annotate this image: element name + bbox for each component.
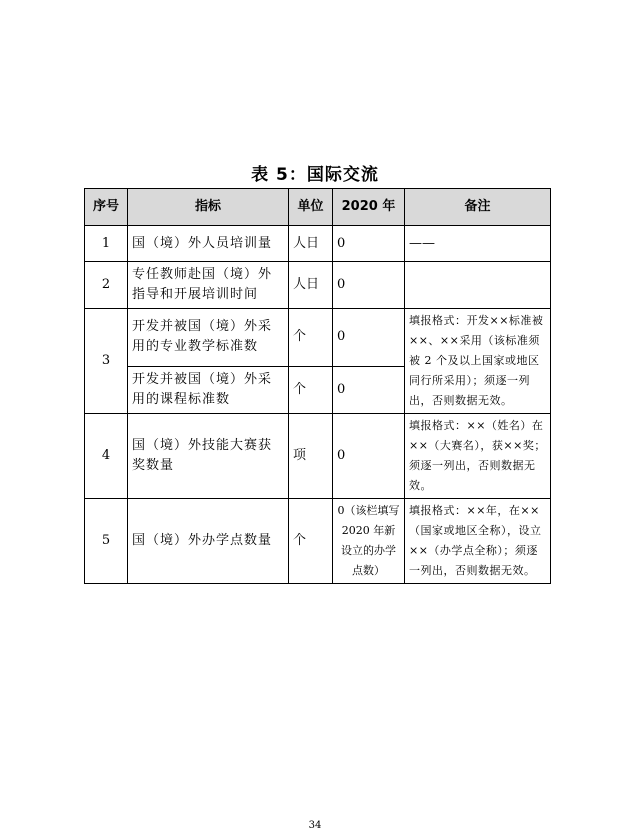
header-year: 2020 年 bbox=[333, 189, 405, 226]
header-seq: 序号 bbox=[85, 189, 128, 226]
header-note: 备注 bbox=[405, 189, 551, 226]
header-unit: 单位 bbox=[289, 189, 333, 226]
row-unit: 个 bbox=[289, 309, 333, 367]
row-indicator: 国（境）外技能大赛获奖数量 bbox=[128, 414, 289, 499]
row-note: —— bbox=[405, 226, 551, 262]
table-row bbox=[85, 499, 551, 584]
row-unit: 人日 bbox=[289, 226, 333, 262]
row-note: 填报格式：××（姓名）在××（大赛名），获××奖；须逐一列出，否则数据无效。 bbox=[405, 414, 551, 499]
table-header-row bbox=[85, 189, 551, 226]
row-unit: 个 bbox=[289, 499, 333, 584]
row-unit: 人日 bbox=[289, 262, 333, 309]
page-number: 34 bbox=[308, 820, 322, 831]
row-value: 0 bbox=[333, 366, 405, 413]
row-indicator: 开发并被国（境）外采用的课程标准数 bbox=[128, 366, 289, 413]
header-indicator: 指标 bbox=[128, 189, 289, 226]
row-value: 0 bbox=[333, 414, 405, 499]
row-indicator: 专任教师赴国（境）外指导和开展培训时间 bbox=[128, 262, 289, 309]
row-value: 0 bbox=[333, 262, 405, 309]
row-note bbox=[405, 262, 551, 309]
row-seq: 3 bbox=[85, 309, 128, 414]
row-seq: 4 bbox=[85, 414, 128, 499]
row-seq: 5 bbox=[85, 499, 128, 584]
row-indicator: 国（境）外人员培训量 bbox=[128, 226, 289, 262]
row-note: 填报格式：××年，在××（国家或地区全称），设立××（办学点全称）；须逐一列出，否则数据无效。 bbox=[405, 499, 551, 584]
row-value: 0 bbox=[333, 309, 405, 367]
international-exchange-table bbox=[84, 188, 551, 584]
row-note: 填报格式：开发××标准被××、××采用（该标准须被 2 个及以上国家或地区同行所采用）；须逐一列出，否则数据无效。 bbox=[405, 309, 551, 414]
row-unit: 个 bbox=[289, 366, 333, 413]
row-indicator: 国（境）外办学点数量 bbox=[128, 499, 289, 584]
row-seq: 1 bbox=[85, 226, 128, 262]
row-value: 0 bbox=[333, 226, 405, 262]
row-seq: 2 bbox=[85, 262, 128, 309]
row-value: 0（该栏填写 2020 年新设立的办学点数） bbox=[333, 499, 405, 584]
row-unit: 项 bbox=[289, 414, 333, 499]
table-row bbox=[85, 262, 551, 309]
table-row bbox=[85, 226, 551, 262]
table-row bbox=[85, 309, 551, 367]
table-row bbox=[85, 414, 551, 499]
row-indicator: 开发并被国（境）外采用的专业教学标准数 bbox=[128, 309, 289, 367]
page-title: 表 5：国际交流 bbox=[251, 165, 379, 185]
